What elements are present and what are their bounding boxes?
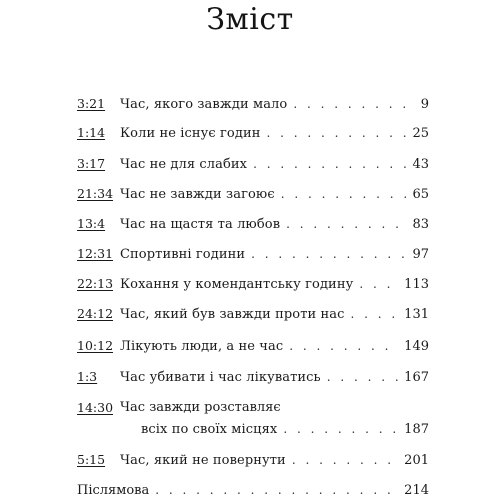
dot-leader	[155, 480, 398, 500]
toc-entry	[77, 154, 429, 174]
entry-page-number: 9	[420, 97, 429, 112]
entry-time: 13:4	[77, 216, 106, 231]
entry-line	[120, 214, 429, 235]
entry-line	[120, 304, 429, 325]
entry-title: Час, якого завжди мало	[120, 97, 288, 112]
dot-leader	[289, 336, 398, 356]
toc-entry	[77, 274, 429, 294]
entry-page-number: 25	[412, 126, 429, 141]
entry-line	[120, 419, 429, 440]
entry-title: Спортивні години	[120, 247, 246, 262]
toc-entry	[77, 336, 429, 356]
dot-leader	[283, 419, 398, 439]
entry-title: Коли не існує годин	[120, 126, 261, 141]
entry-time: 3:21	[77, 96, 106, 111]
entry-time: 5:15	[77, 452, 106, 467]
entry-time: 10:12	[77, 338, 114, 353]
entry-line	[120, 274, 429, 295]
dot-leader	[359, 274, 398, 294]
entry-line	[120, 184, 429, 205]
entry-line	[120, 123, 429, 144]
entry-time: 1:14	[77, 125, 106, 140]
dot-leader	[266, 123, 406, 143]
entry-page-number: 43	[412, 157, 429, 172]
toc-entry	[77, 304, 429, 324]
entry-page-number: 131	[404, 307, 429, 322]
entry-page-number: 113	[404, 277, 429, 292]
entry-time: 22:13	[77, 276, 114, 291]
entry-page-number: 201	[404, 453, 429, 468]
entry-time: 14:30	[77, 400, 114, 415]
entry-title: Час убивати і час лікуватись	[120, 370, 321, 385]
toc-entry	[77, 123, 429, 143]
toc-entry	[77, 450, 429, 470]
entry-time: 21:34	[77, 186, 114, 201]
dot-leader	[281, 184, 407, 204]
dot-leader	[293, 94, 414, 114]
dot-leader	[251, 244, 406, 264]
entry-page-number: 97	[412, 247, 429, 262]
toc-entry	[77, 398, 429, 440]
entry-title: всіх по своїх місцях	[141, 422, 278, 437]
entry-title-line1: Час завжди розставляє	[120, 400, 281, 415]
entry-title: Лікують люди, а не час	[120, 339, 284, 354]
dot-leader	[327, 367, 398, 387]
entry-line	[120, 450, 429, 471]
toc-entry	[77, 214, 429, 234]
entry-title: Час на щастя та любов	[120, 217, 281, 232]
entry-title: Час не для слабих	[120, 157, 248, 172]
toc-entry	[77, 244, 429, 264]
afterword-title: Післямова	[77, 483, 150, 498]
entry-page-number: 167	[404, 370, 429, 385]
entry-time: 12:31	[77, 246, 114, 261]
entry-page-number: 65	[412, 187, 429, 202]
afterword-entry	[77, 480, 429, 500]
entry-title: Час не завжди загоює	[120, 187, 275, 202]
entry-page-number: 149	[404, 339, 429, 354]
entry-time: 1:3	[77, 369, 98, 384]
page-title: Зміст	[206, 2, 294, 37]
toc-entry	[77, 94, 429, 114]
dot-leader	[350, 304, 398, 324]
entry-page-number: 83	[412, 217, 429, 232]
entry-page-number: 187	[404, 422, 429, 437]
entry-line	[120, 94, 429, 115]
entry-time: 3:17	[77, 156, 106, 171]
entry-title: Час, який був завжди проти нас	[120, 307, 345, 322]
entry-line	[120, 154, 429, 175]
dot-leader	[253, 154, 406, 174]
afterword-page-number: 214	[404, 483, 429, 498]
entry-time: 24:12	[77, 306, 114, 321]
entry-title: Кохання у комендантську годину	[120, 277, 354, 292]
toc-entry	[77, 184, 429, 204]
entry-line	[120, 336, 429, 357]
entry-line	[120, 244, 429, 265]
entry-line	[120, 367, 429, 388]
toc-entry	[77, 367, 429, 387]
entry-title: Час, який не повернути	[120, 453, 286, 468]
dot-leader	[286, 214, 406, 234]
dot-leader	[292, 450, 398, 470]
